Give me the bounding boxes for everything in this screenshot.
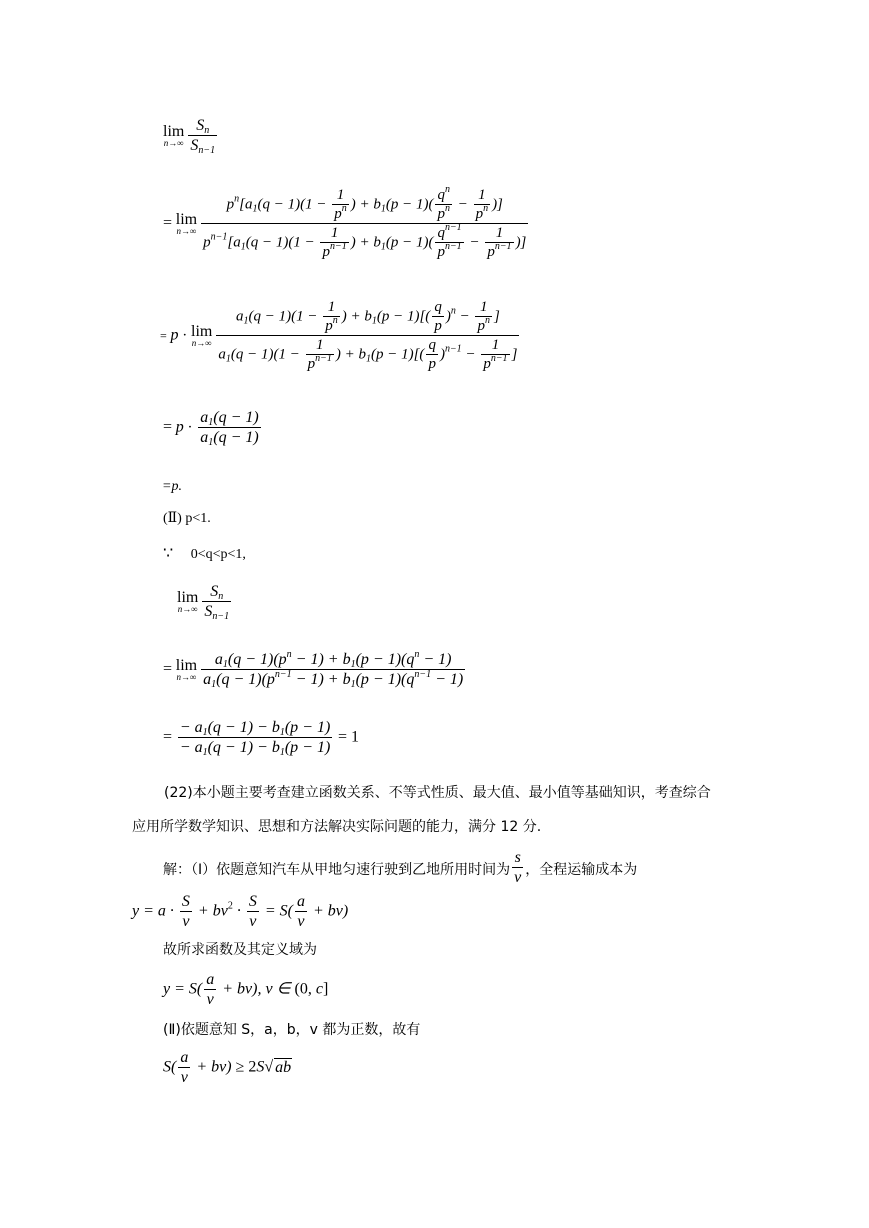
fraction: $a_1(q - 1)(1$ − $\frac{1}{p^n}$ ) + $b_1(p - 1)$[( $\frac{q}{p}$ )$^n$ − $\frac{1}{p^n}$ ] $a_1(q - 1)(1$ − $\frac{1}{p^{n-1}}$ ) + $b_1(p - 1)$[( $\frac{q}{p}$ )$^{n-1}$ − $\frac{1}{p^{n-1}}$ ] <box>218 299 518 372</box>
fraction: $\frac{a_1(q - 1)(p^n - 1) + b_1(p - 1)(q^n - 1)}{a_1(q - 1)(p^{n-1} - 1) + b_1(p - 1)(q^{n-1} - 1)}$ <box>203 649 464 690</box>
lim-operator: lim n→∞ <box>175 657 198 682</box>
lim-operator: lim n→∞ <box>191 323 213 348</box>
lim-operator: lim n→∞ <box>177 589 199 614</box>
limit-expression-1 <box>163 118 219 154</box>
domain-statement: 故所求函数及其定义域为 <box>163 942 317 958</box>
fraction: $p^n[a_1(q - 1)(1$ − $\frac{1}{p^n}$ ) + $b_1(p - 1)$( $\frac{q^n}{p^n}$ − $\frac{1}{p^n}$ )] $p^{n-1}[a_1(q - 1)(1$ − $\frac{1}{p^{n-1}}$ ) + $b_1(p - 1)$( $\frac{q^{n-1}}{p^{n-1}}$ − $\frac{1}{p^{n-1}}$ )] <box>203 184 527 260</box>
lim-operator: lim n→∞ <box>163 123 185 148</box>
am-gm-inequality: S( $\frac{a}{v}$ + bv) ≥ 2S√ ab <box>163 1049 292 1086</box>
fraction: $\frac{- a_1(q - 1) - b_1(p - 1)}{- a_1(q - 1) - b_1(p - 1)}$ <box>179 719 331 758</box>
result-p: =p. <box>162 479 182 494</box>
fraction: $\frac{S_n}{S_{n-1}}$ <box>204 583 230 622</box>
function-with-domain: y = S( $\frac{a}{v}$ + bv), v ∈ (0, c] <box>163 971 329 1008</box>
because-line: ∵ 0<q<p<1, <box>163 545 246 562</box>
lim-operator: lim n→∞ <box>175 211 198 236</box>
limit-expression-3: = p · lim n→∞ $a_1(q - 1)(1$ − $\frac{1}{p^n}$ ) + $b_1(p - 1)$[( $\frac{q}{p}$ )$^n$ − $\frac{1}{p^n}$ ] $a_1(q - 1)(1$ − $\frac{1}{p^{n-1}}$ ) + $b_1(p - 1)$[( $\frac{q}{p}$ )$^{n-1}$ − $\frac{1}{p^{n-1}}$ ] <box>160 299 518 372</box>
solution-part1: 解：（Ⅰ）依题意知汽车从甲地匀速行驶到乙地所用时间为 $\frac{s}{v}$ ，全程运输成本为 <box>163 849 638 886</box>
limit-expression-6: = lim n→∞ $\frac{a_1(q - 1)(p^n - 1) + b_1(p - 1)(q^n - 1)}{a_1(q - 1)(p^{n-1} - 1) + b_1(p - 1)(q^{n-1} - 1)}$ <box>163 649 464 690</box>
part-2-statement: (Ⅱ)依题意知 S，a，b，v 都为正数，故有 <box>163 1022 421 1038</box>
fraction: $\frac{a_1(q - 1)}{a_1(q - 1)}$ <box>200 409 259 448</box>
fraction: $\frac{S_n}{S_{n-1}}$ <box>190 117 216 156</box>
limit-expression-7: = $\frac{- a_1(q - 1) - b_1(p - 1)}{- a_1(q - 1) - b_1(p - 1)}$ = 1 <box>163 719 360 758</box>
case-2-heading: (Ⅱ) p<1. <box>163 511 211 526</box>
fraction: $\frac{s}{v}$ <box>514 849 522 886</box>
limit-expression-5 <box>177 584 233 620</box>
cost-function: y = a · $\frac{S}{v}$ + $bv^2$ · $\frac{S}{v}$ = S( $\frac{a}{v}$ + bv) <box>132 893 349 930</box>
section-22-intro: (22)本小题主要考查建立函数关系、不等式性质、最大值、最小值等基础知识，考查综合应用所学数学知识、思想和方法解决实际问题的能力，满分 12 分. <box>132 785 711 835</box>
limit-expression-4: = p · $\frac{a_1(q - 1)}{a_1(q - 1)}$ <box>163 409 259 448</box>
limit-expression-2: = lim n→∞ $p^n[a_1(q - 1)(1$ − $\frac{1}{p^n}$ ) + $b_1(p - 1)$( $\frac{q^n}{p^n}$ − $\frac{1}{p^n}$ )] $p^{n-1}[a_1(q - 1)(1$ − $\frac{1}{p^{n-1}}$ ) + $b_1(p - 1)$( $\frac{q^{n-1}}{p^{n-1}}$ − $\frac{1}{p^{n-1}}$ )] <box>163 184 527 260</box>
